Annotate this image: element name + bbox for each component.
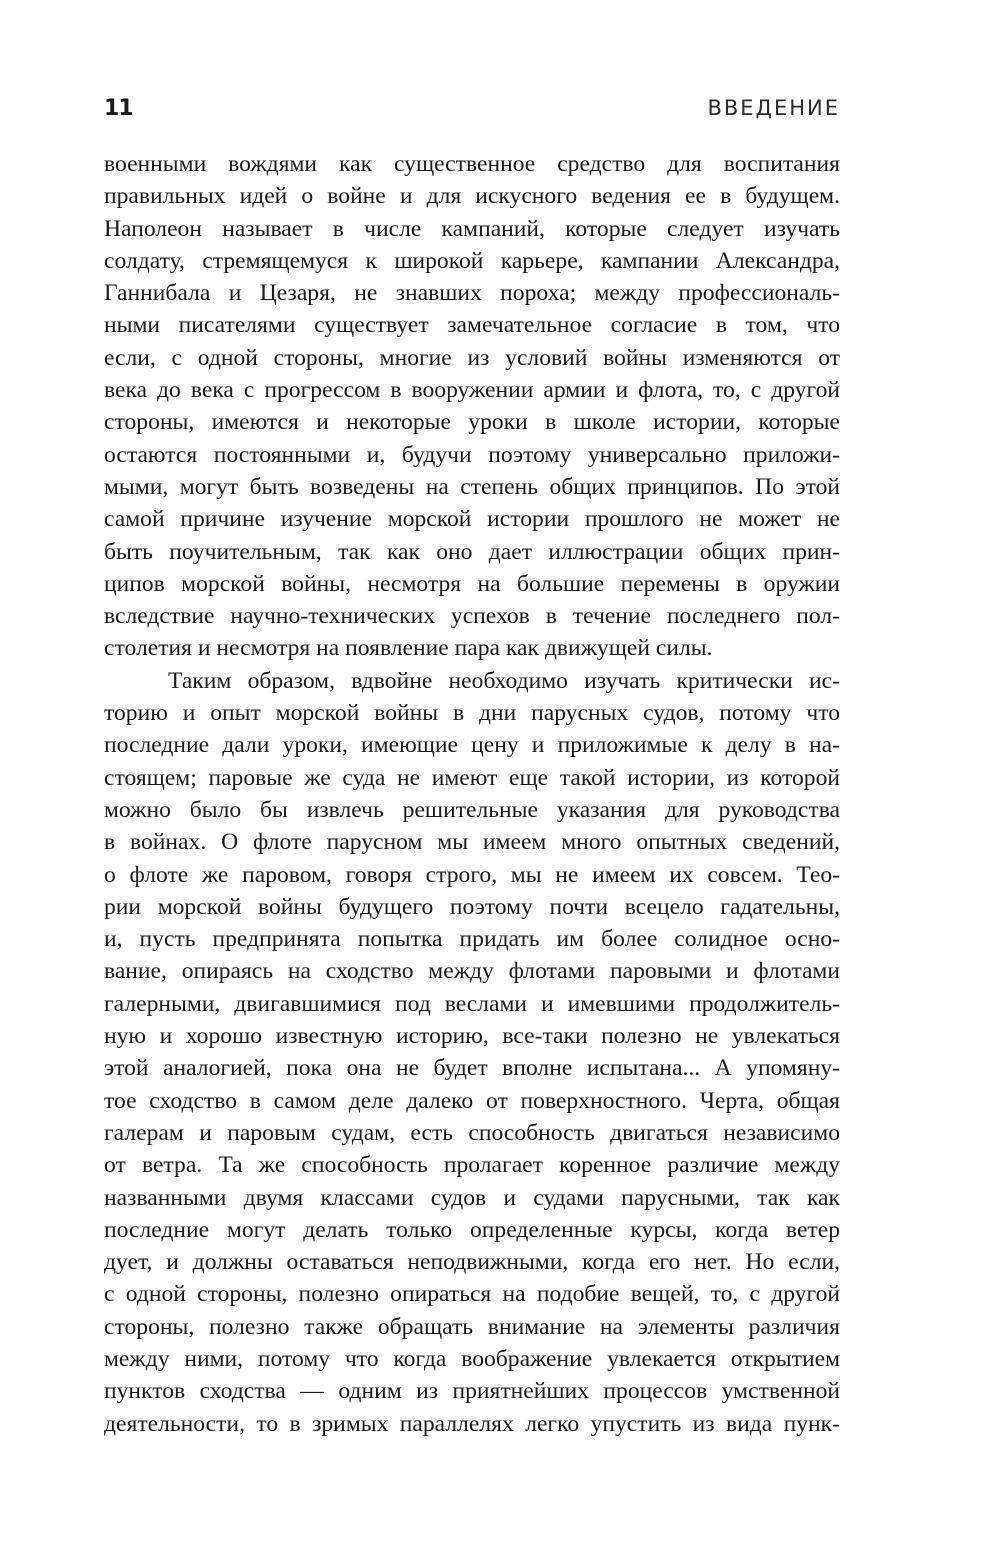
text-line: стороны, полезно также обращать внимание на элементы различия — [104, 1313, 840, 1340]
text-line: названными двумя классами судов и судами парусными, так как — [104, 1184, 840, 1211]
text-line: если, с одной стороны, многие из условий войны изменяются от — [104, 344, 840, 371]
text-line: последние могут делать только определенные курсы, когда ветер — [104, 1216, 840, 1243]
text-line: вследствие научно-технических успехов в течение последнего пол- — [104, 603, 840, 630]
text-line: остаются постоянными и, будучи поэтому универсально приложи- — [104, 441, 840, 468]
text-line: правильных идей о войне и для искусного ведения ее в будущем. — [104, 183, 840, 210]
text-line: века до века с прогрессом в вооружении армии и флота, то, с другой — [104, 377, 840, 404]
text-line: деятельности, то в зримых параллелях легко упустить из вида пунк- — [104, 1410, 840, 1437]
text-line: ципов морской войны, несмотря на большие перемены в оружии — [104, 570, 840, 597]
page-header — [104, 96, 840, 132]
text-line: Ганнибала и Цезаря, не знавших пороха; между профессиональ- — [104, 280, 840, 307]
paragraph-2 — [104, 665, 840, 1440]
text-line: в войнах. О флоте парусном мы имеем много опытных сведений, — [104, 829, 840, 856]
text-line: ными писателями существует замечательное согласие в том, что — [104, 312, 840, 339]
page-number: 11 — [104, 96, 133, 121]
text-line: стороны, имеются и некоторые уроки в школе истории, которые — [104, 409, 840, 436]
text-line: военными вождями как существенное средство для воспитания — [104, 151, 840, 177]
text-line: тое сходство в самом деле далеко от поверхностного. Черта, общая — [104, 1087, 840, 1114]
text-line: быть поучительным, так как оно дает иллюстрации общих прин- — [104, 538, 840, 565]
text-line: о флоте же паровом, говоря строго, мы не имеем их совсем. Тео- — [104, 861, 840, 888]
text-line: самой причине изучение морской истории прошлого не может не — [104, 506, 840, 533]
text-line: мыми, могут быть возведены на степень общих принципов. По этой — [104, 473, 840, 500]
text-line: галерными, двигавшимися под веслами и имевшими продолжитель- — [104, 990, 840, 1017]
text-line: с одной стороны, полезно опираться на подобие вещей, то, с другой — [104, 1281, 840, 1308]
text-line: Наполеон называет в числе кампаний, которые следует изучать — [104, 215, 840, 242]
text-line: между ними, потому что когда воображение увлекается открытием — [104, 1345, 840, 1372]
text-line: Таким образом, вдвойне необходимо изучать критически ис- — [168, 667, 840, 694]
text-line: дует, и должны оставаться неподвижными, когда его нет. Но если, — [104, 1249, 840, 1276]
text-line: галерам и паровым судам, есть способность двигаться независимо — [104, 1119, 840, 1146]
paragraph-1 — [104, 148, 840, 665]
text-line: вание, опираясь на сходство между флотами паровыми и флотами — [104, 958, 840, 985]
text-line: стоящем; паровые же суда не имеют еще такой истории, из которой — [104, 764, 840, 791]
text-line: солдату, стремящемуся к широкой карьере, кампании Александра, — [104, 247, 840, 274]
text-line: рии морской войны будущего поэтому почти всецело гадательны, — [104, 893, 840, 920]
text-line: ную и хорошо известную историю, все-таки полезно не увлекаться — [104, 1023, 840, 1050]
running-head: ВВЕДЕНИЕ — [707, 96, 840, 120]
text-line: можно было бы извлечь решительные указания для руководства — [104, 796, 840, 823]
text-line: последние дали уроки, имеющие цену и приложимые к делу в на- — [104, 732, 840, 759]
text-line: пунктов сходства — одним из приятнейших процессов умственной — [104, 1378, 840, 1405]
text-line: торию и опыт морской войны в дни парусных судов, потому что — [104, 700, 840, 727]
text-line: и, пусть предпринята попытка придать им более солидное осно- — [104, 926, 840, 953]
text-line: от ветра. Та же способность пролагает коренное различие между — [104, 1152, 840, 1179]
text-line: этой аналогией, пока она не будет вполне испытана... А упомяну- — [104, 1055, 840, 1082]
text-line: столетия и несмотря на появление пара как движущей силы. — [104, 635, 713, 662]
body-text — [104, 148, 840, 1440]
